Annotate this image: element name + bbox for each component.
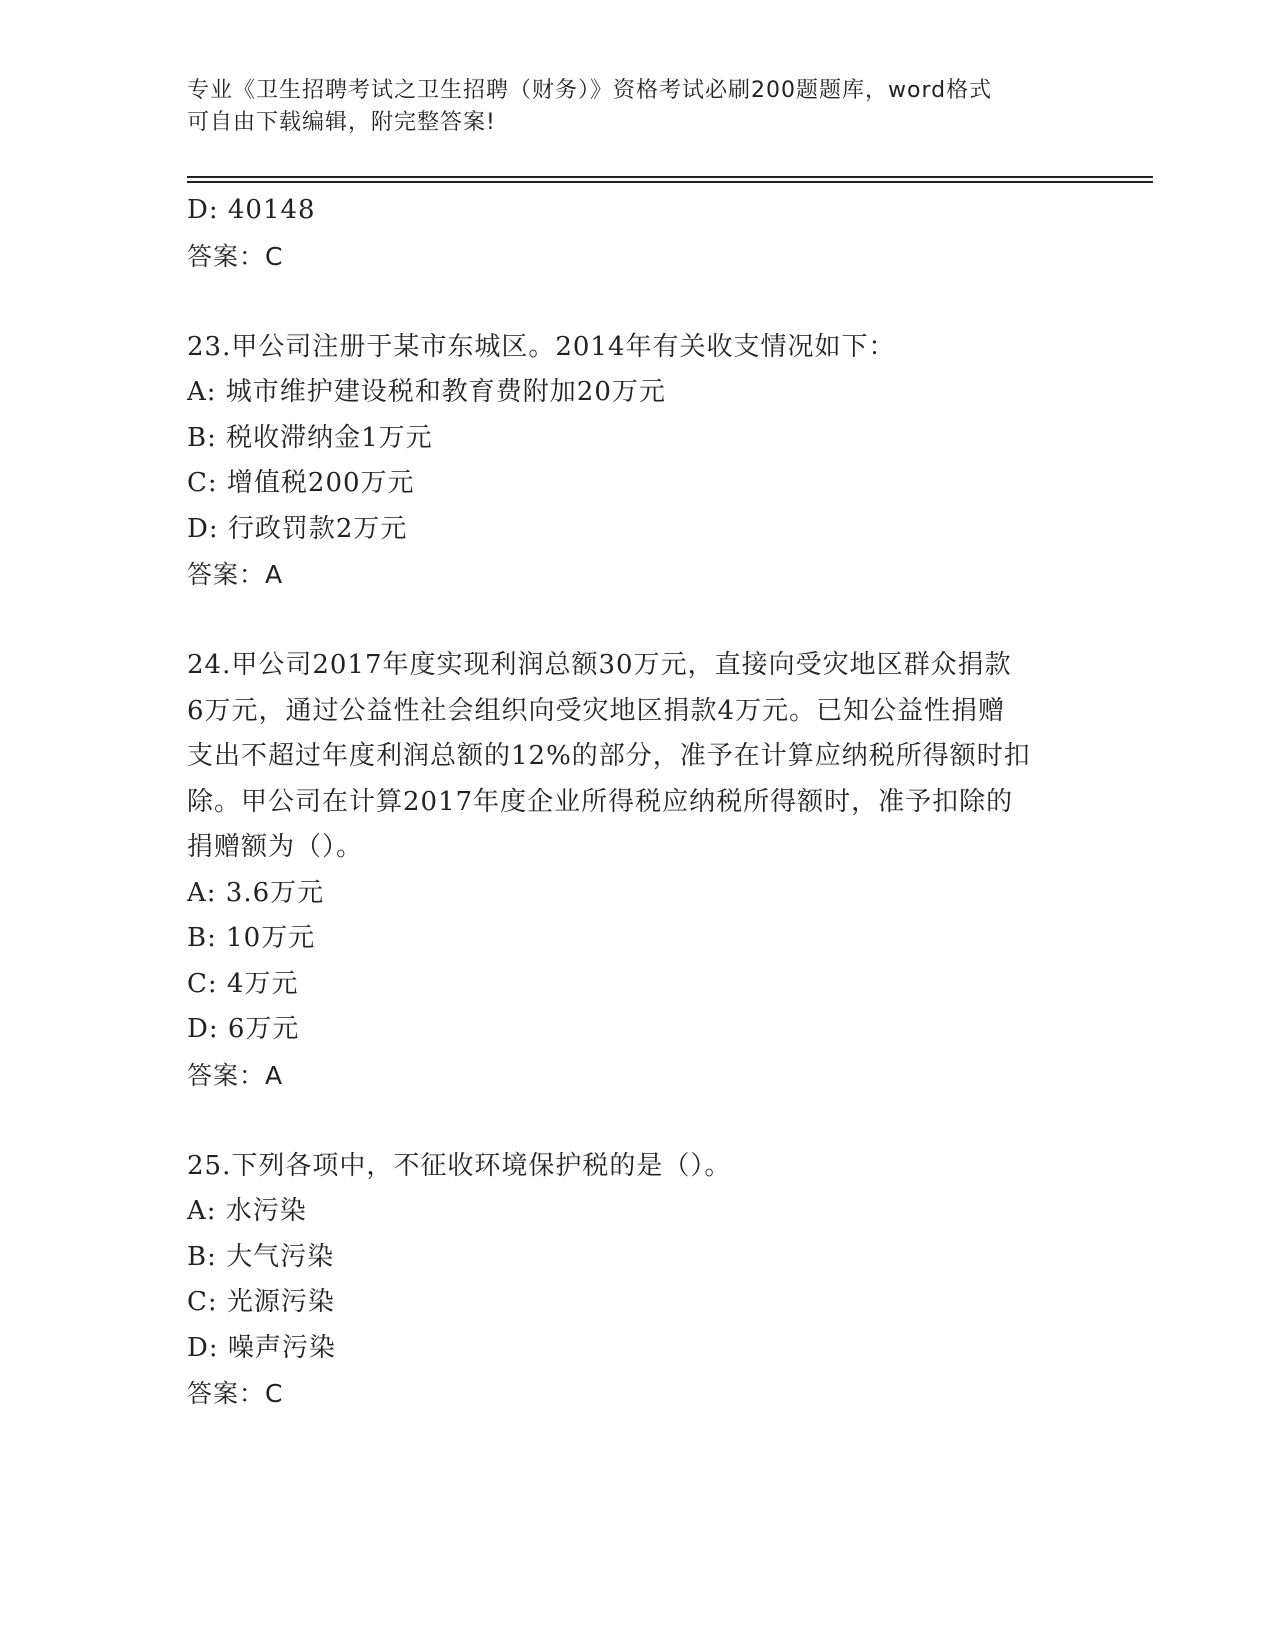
spacer	[187, 598, 1087, 644]
option-a: A: 城市维护建设税和教育费附加20万元	[187, 377, 666, 407]
header-divider-top	[187, 176, 1153, 178]
question-stem-line: 捐赠额为（）。	[187, 832, 364, 862]
option-b: B: 大气污染	[187, 1241, 335, 1272]
option-c: C: 光源污染	[187, 1287, 335, 1317]
question-stem: 23.甲公司注册于某市东城区。2014年有关收支情况如下：	[187, 331, 896, 362]
question-stem: 25.下列各项中，不征收环境保护税的是（）。	[187, 1150, 732, 1181]
question-23	[187, 325, 1087, 598]
question-24	[187, 643, 1087, 1098]
answer-line: 答案：A	[187, 560, 284, 589]
option-d: D: 6万元	[187, 1014, 300, 1044]
header-divider-bottom	[187, 181, 1153, 183]
option-a: A: 水污染	[187, 1196, 307, 1226]
option-c: C: 增值税200万元	[187, 468, 415, 498]
spacer	[187, 1098, 1087, 1144]
question-stem-line: 支出不超过年度利润总额的12%的部分，准予在计算应纳税所得额时扣	[187, 741, 1031, 771]
option-d: D: 噪声污染	[187, 1332, 336, 1363]
spacer	[187, 279, 1087, 325]
option-d: D: 40148	[187, 195, 316, 225]
document-body	[187, 188, 1087, 1417]
question-22-tail	[187, 188, 1087, 279]
question-stem-line: 除。甲公司在计算2017年度企业所得税应纳税所得额时，准予扣除的	[187, 786, 1014, 817]
option-b: B: 税收滞纳金1万元	[187, 422, 433, 453]
answer-line: 答案：C	[187, 1379, 284, 1408]
answer-line: 答案：C	[187, 241, 284, 271]
option-c: C: 4万元	[187, 968, 299, 999]
header-title-line-2: 可自由下载编辑，附完整答案!	[187, 110, 496, 135]
question-stem-line: 6万元，通过公益性社会组织向受灾地区捐款4万元。已知公益性捐赠	[187, 695, 1006, 726]
option-d: D: 行政罚款2万元	[187, 513, 408, 544]
document-header	[187, 75, 1067, 139]
question-stem-line: 24.甲公司2017年度实现利润总额30万元，直接向受灾地区群众捐款	[187, 650, 1012, 680]
option-b: B: 10万元	[187, 923, 316, 953]
answer-line: 答案：A	[187, 1060, 284, 1090]
option-a: A: 3.6万元	[187, 877, 325, 908]
question-25	[187, 1144, 1087, 1417]
header-title-line-1: 专业《卫生招聘考试之卫生招聘（财务）》资格考试必刷200题题库，word格式	[187, 78, 993, 103]
